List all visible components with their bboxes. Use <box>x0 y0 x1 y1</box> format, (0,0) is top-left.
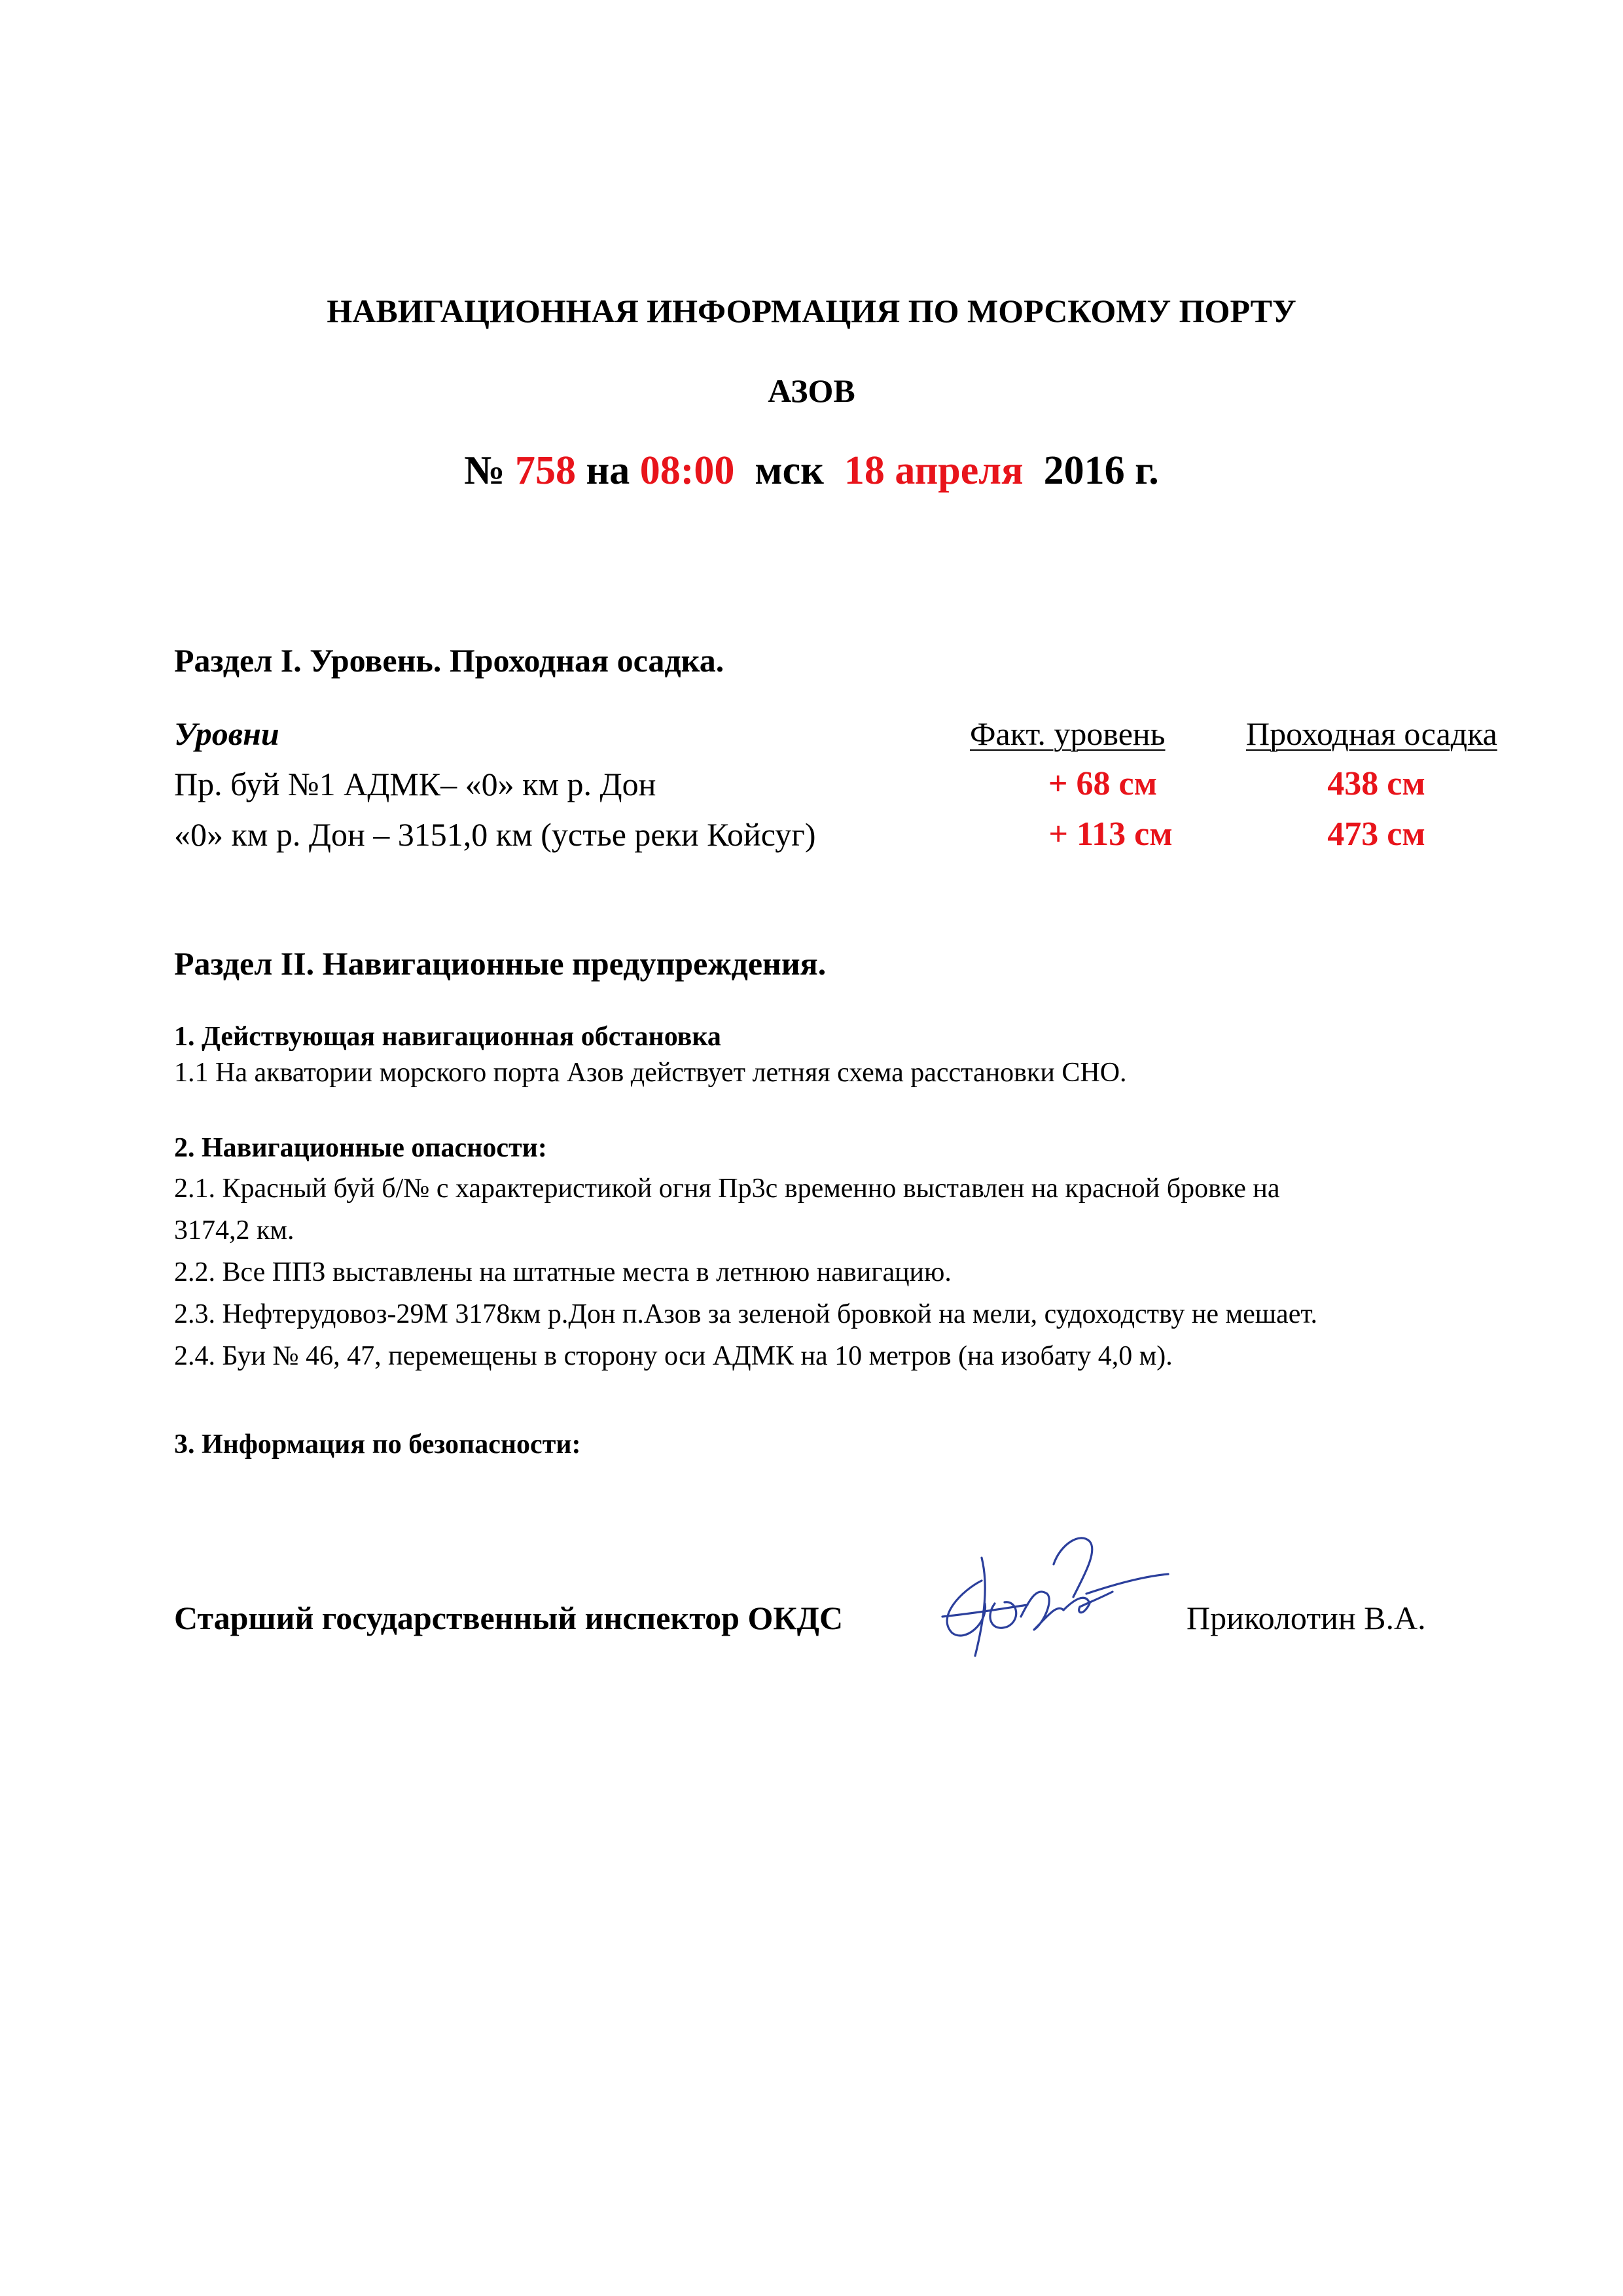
sub2-item-4: 2.4. Буи № 46, 47, перемещены в сторону оси АДМК на 10 метров (на изобату 4,0 м). <box>174 1341 1173 1371</box>
level-row-2-place: «0» км р. Дон – 3151,0 км (устье реки Койсуг) <box>174 816 816 853</box>
handwritten-signature <box>923 1518 1171 1669</box>
issue-time: 08:00 <box>639 448 735 493</box>
section1-heading: Раздел I. Уровень. Проходная осадка. <box>174 642 724 679</box>
section2-heading: Раздел II. Навигационные предупреждения. <box>174 945 827 982</box>
level-row-1-actual: + 68 см <box>1048 765 1158 802</box>
level-row-2-draft: 473 см <box>1327 816 1425 853</box>
doc-title-line2: АЗОВ <box>768 372 855 409</box>
doc-title-line1: НАВИГАЦИОННАЯ ИНФОРМАЦИЯ ПО МОРСКОМУ ПОРТУ <box>327 293 1296 329</box>
column-header-actual-level: Факт. уровень <box>970 715 1166 752</box>
sub3-heading: 3. Информация по безопасности: <box>174 1429 581 1460</box>
issue-tz: мск <box>755 448 824 493</box>
column-header-draft: Проходная осадка <box>1246 715 1497 752</box>
level-row-2-actual: + 113 см <box>1048 816 1173 853</box>
issue-no-sign: № <box>464 448 505 493</box>
column-header-levels: Уровни <box>174 715 279 752</box>
sub1-item-1: 1.1 На акватории морского порта Азов действует летняя схема расстановки СНО. <box>174 1058 1127 1088</box>
issue-on: на <box>586 448 630 493</box>
issue-number: 758 <box>515 448 577 493</box>
issue-date: 18 апреля <box>844 448 1024 493</box>
sub2-heading: 2. Навигационные опасности: <box>174 1133 547 1163</box>
issue-line <box>0 448 1623 494</box>
sub2-item-3: 2.3. Нефтерудовоз-29М 3178км р.Дон п.Азов за зеленой бровкой на мели, судоходству не мешает. <box>174 1299 1318 1329</box>
level-row-1-draft: 438 см <box>1327 765 1425 802</box>
signatory-position: Старший государственный инспектор ОКДС <box>174 1600 844 1636</box>
signatory-name: Приколотин В.А. <box>1186 1600 1426 1636</box>
issue-year: 2016 г. <box>1043 448 1159 493</box>
sub2-item-1-cont: 3174,2 км. <box>174 1215 294 1246</box>
level-row-1-place: Пр. буй №1 АДМК– «0» км р. Дон <box>174 766 656 802</box>
sub2-item-1: 2.1. Красный буй б/№ с характеристикой огня Пр3с временно выставлен на красной бровке на <box>174 1174 1280 1204</box>
sub1-heading: 1. Действующая навигационная обстановка <box>174 1022 721 1052</box>
sub2-item-2: 2.2. Все ППЗ выставлены на штатные места в летнюю навигацию. <box>174 1257 952 1287</box>
